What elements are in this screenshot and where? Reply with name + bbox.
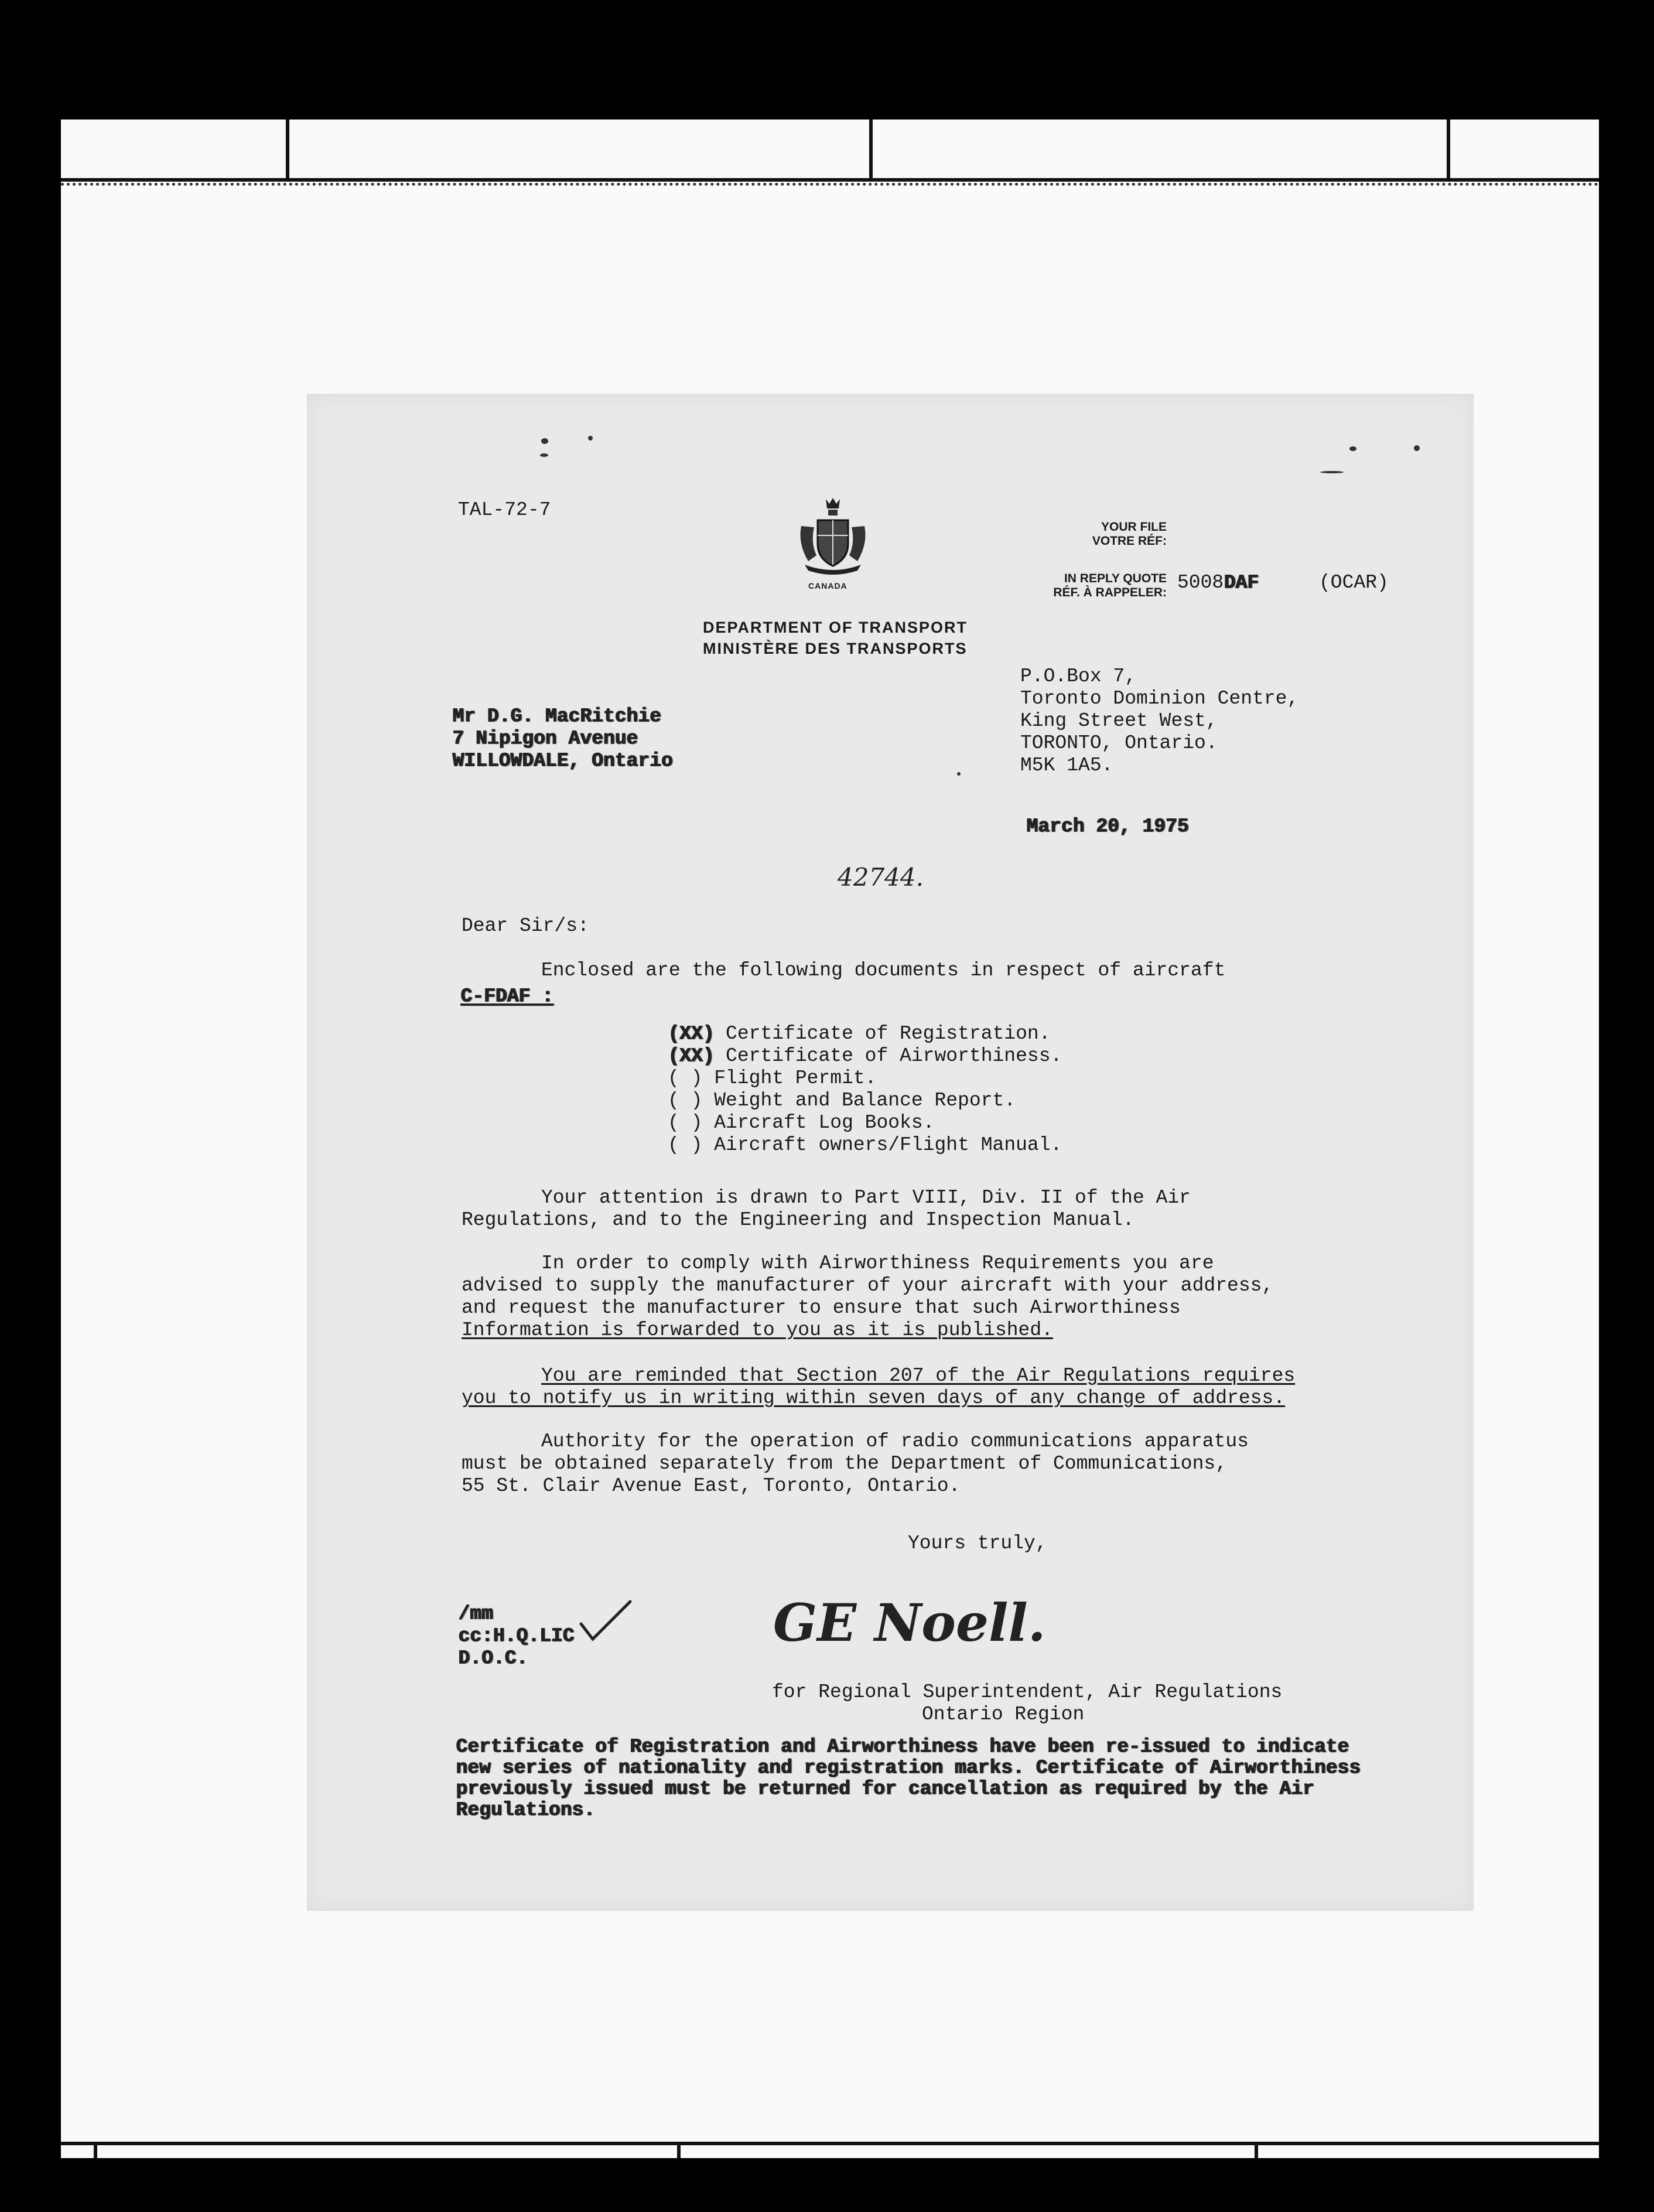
- airworthiness-paragraph: In order to comply with Airworthiness Requirements you are advised to supply the manufacturer of your aircraft with your address, and request the manufacturer to ensure that such Airworthiness Information is forwarded to you as it is published.: [462, 1252, 1274, 1341]
- frame-divider: [869, 120, 873, 178]
- your-file-label-en: YOUR FILE: [1101, 520, 1167, 534]
- aircraft-registration-mark: C-FDAF :: [460, 985, 553, 1007]
- checklist-item: ( ) Aircraft owners/Flight Manual.: [668, 1134, 1062, 1156]
- frame-bottom-rule: [61, 2142, 1599, 2145]
- checklist-item: ( ) Aircraft Log Books.: [668, 1112, 935, 1134]
- dot-mark: [957, 772, 961, 776]
- signature: GE Noell.: [773, 1592, 1046, 1653]
- frame-divider: [677, 2142, 681, 2158]
- attention-paragraph: Your attention is drawn to Part VIII, Div. II of the Air Regulations, and to the Engineering and Inspection Manual.: [462, 1187, 1191, 1231]
- address-change-reminder: You are reminded that Section 207 of the Air Regulations requires you to notify us in writing within seven days of any change of address.: [462, 1365, 1296, 1409]
- initials-block: /mm cc:H.Q.LIC D.O.C.: [458, 1603, 575, 1669]
- file-code: TAL-72-7: [458, 499, 551, 521]
- reply-label-en: IN REPLY QUOTE: [1064, 572, 1167, 585]
- intro-paragraph: Enclosed are the following documents in respect of aircraft: [541, 960, 1226, 981]
- salutation: Dear Sir/s:: [462, 915, 589, 937]
- checklist-item: ( ) Weight and Balance Report.: [668, 1090, 1016, 1111]
- crest-caption: CANADA: [808, 581, 847, 590]
- radio-authority-paragraph: Authority for the operation of radio communications apparatus must be obtained separately from the Department of Communications, 55 St. Clair Avenue East, Toronto, Ontario.: [462, 1431, 1249, 1497]
- frame-top-dotted-rule: [61, 183, 1599, 186]
- department-name-fr: MINISTÈRE DES TRANSPORTS: [703, 640, 968, 657]
- office-code: (OCAR): [1319, 572, 1389, 593]
- checklist-item: (XX) Certificate of Airworthiness.: [668, 1045, 1062, 1067]
- frame-top-rule: [61, 178, 1599, 182]
- punch-mark: [588, 436, 593, 441]
- letter-date: March 20, 1975: [1026, 815, 1189, 837]
- checklist-item: (XX) Certificate of Registration.: [668, 1023, 1051, 1044]
- canada-coat-of-arms-icon: [797, 497, 869, 576]
- letter-page: [307, 394, 1474, 1911]
- your-file-label-fr: VOTRE RÉF:: [1092, 534, 1167, 548]
- checklist-item: ( ) Flight Permit.: [668, 1067, 877, 1089]
- department-name-en: DEPARTMENT OF TRANSPORT: [703, 619, 968, 636]
- punch-mark: [540, 453, 548, 457]
- document-checklist: [668, 1023, 1062, 1156]
- punch-mark: [1320, 471, 1344, 473]
- closing: Yours truly,: [908, 1532, 1047, 1554]
- reply-label-fr: RÉF. À RAPPELER:: [1053, 586, 1167, 599]
- punch-mark: [541, 438, 548, 444]
- frame-divider: [1255, 2142, 1258, 2158]
- punch-mark: [1349, 446, 1356, 451]
- frame-divider: [94, 2142, 97, 2158]
- frame-divider: [286, 120, 289, 178]
- handwritten-number: 42744.: [838, 863, 924, 892]
- signature-title: for Regional Superintendent, Air Regulations: [772, 1681, 1283, 1703]
- sender-address: P.O.Box 7, Toronto Dominion Centre, King Street West, TORONTO, Ontario. M5K 1A5.: [1020, 665, 1299, 776]
- checkmark-icon: [576, 1598, 635, 1645]
- reissue-footnote: Certificate of Registration and Airworthiness have been re-issued to indicate new series of nationality and registration marks. Certificate of Airworthiness previously issued must be returned for cancellation as required by the Air Regulations.: [456, 1736, 1361, 1821]
- frame-divider: [1447, 120, 1450, 178]
- signature-region: Ontario Region: [922, 1704, 1085, 1725]
- recipient-address: Mr D.G. MacRitchie 7 Nipigon Avenue WILLOWDALE, Ontario: [452, 705, 673, 772]
- punch-mark: [1414, 445, 1420, 451]
- reply-reference-number: 5008DAF: [1177, 572, 1259, 593]
